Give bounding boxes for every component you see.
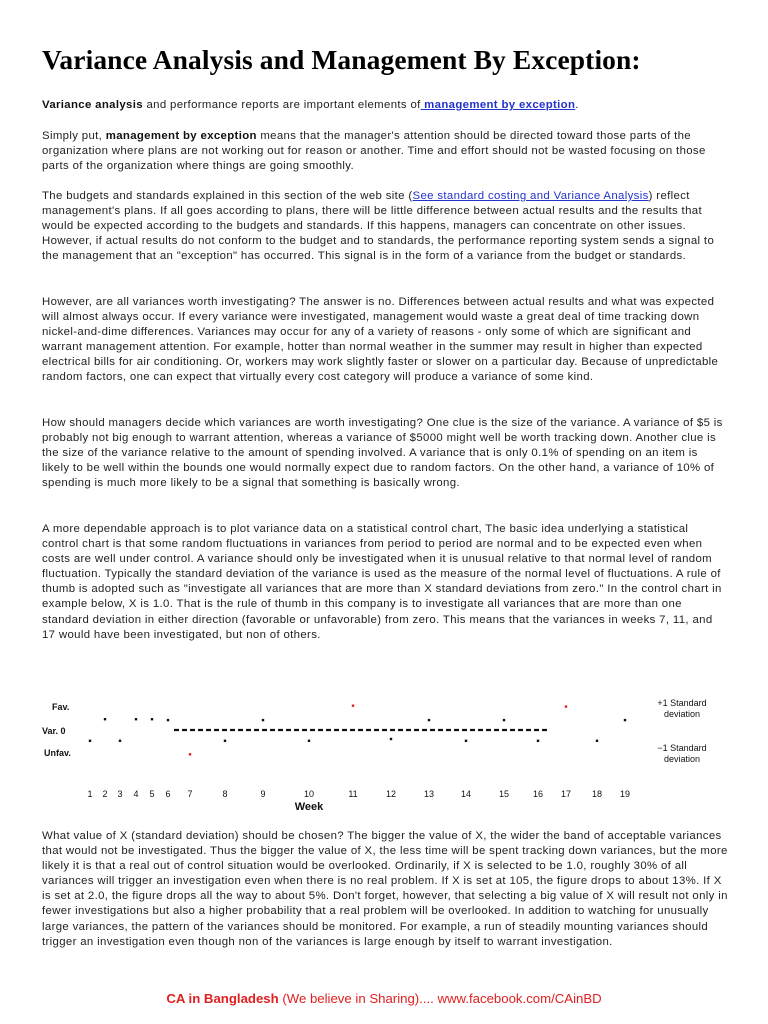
footer-text: (We believe in Sharing).... www.facebook.com/CAinBD	[278, 991, 602, 1006]
data-point-week-10	[308, 740, 310, 742]
tick-label-week-15: 15	[498, 789, 510, 799]
tick-label-week-14: 14	[460, 789, 472, 799]
tick-label-week-11: 11	[348, 789, 358, 799]
data-point-week-1	[89, 740, 91, 742]
worth-investigating-paragraph: However, are all variances worth investigating? The answer is no. Differences between actual results and what was expected will almost always occur. If every variance were investigated, management would waste a great deal of time tracking down nickel-and-dime differences. Variances may occur for any of a variety of reasons - only some of which are significant and warrant management attention. For example, hotter than normal weather in the summer may result in higher than expected electrical bills for air conditioning. Or, workers may work slightly faster or slower on a particular day. Because of unpredictable random factors, one can expect that virtually every cost category will produce a variance of some kind.	[42, 296, 719, 384]
data-point-week-3	[119, 740, 121, 742]
intro-end: .	[575, 99, 579, 111]
data-point-week-11	[352, 705, 354, 707]
data-point-week-9	[262, 719, 264, 721]
page-title: Variance Analysis and Management By Exception:	[42, 44, 641, 75]
intro-bold: Variance analysis	[42, 99, 143, 111]
lower-band-label-1: −1 Standard	[657, 743, 707, 753]
upper-band-label-1: +1 Standard	[657, 698, 707, 708]
data-point-week-14	[465, 740, 467, 742]
data-point-week-19	[624, 719, 626, 721]
data-point-week-18	[596, 740, 598, 742]
intro-paragraph	[42, 98, 728, 113]
data-point-week-4	[135, 718, 137, 720]
tick-label-week-6: 6	[165, 789, 171, 799]
definition-paragraph	[42, 129, 728, 174]
tick-label-week-2: 2	[102, 789, 108, 799]
control-chart	[42, 682, 732, 816]
footer	[0, 991, 768, 1006]
row-label-unfav: Unfav.	[44, 748, 71, 758]
tick-label-week-3: 3	[117, 789, 123, 799]
data-point-week-2	[104, 718, 106, 720]
intro-text: and performance reports are important elements of	[142, 99, 421, 111]
tick-label-week-16: 16	[532, 789, 544, 799]
data-point-week-12	[390, 738, 392, 740]
definition-pre: Simply put,	[42, 130, 106, 142]
tick-label-week-9: 9	[260, 789, 266, 799]
tick-label-week-10: 10	[303, 789, 315, 799]
data-point-week-15	[503, 719, 505, 721]
tick-label-week-5: 5	[149, 789, 155, 799]
definition-text: means that the manager's attention should be directed toward those parts of the organization where plans are not working out for reason or another. Time and effort should not be wasted focusing on those parts of the organization where things are going smoothly.	[42, 130, 706, 173]
tick-label-week-8: 8	[222, 789, 228, 799]
lower-band-label-2: deviation	[663, 754, 701, 764]
footer-brand: CA in Bangladesh	[166, 991, 279, 1006]
choosing-x-paragraph: What value of X (standard deviation) should be chosen? The bigger the value of X, the wider the band of acceptable variances that would not be investigated. Thus the bigger the value of X, the less time will be spent tracking down variances, but the more likely it is that a real out of control situation would be overlooked. Ordinarily, if X is selected to be 1.0, roughly 30% of all variances will trigger an investigation even when there is no real problem. If X is set at 105, the figure drops to about 13%. If X is set at 2.0, the figure drops all the way to about 5%. Don't forget, however, that selecting a big value of X will result not only in fewer investigations but also a higher probability that a real problem will be overlooked. In addition to watching for unusually large variances, the pattern of the variances should be monitored. For example, a run of steadily mounting variances should trigger an investigation even though non of the variances is large enough by itself to warrant investigation.	[42, 830, 728, 948]
tick-label-week-12: 12	[385, 789, 397, 799]
control-chart-svg	[42, 682, 732, 816]
budgets-pre: The budgets and standards explained in this section of the web site (	[42, 190, 413, 202]
upper-band-label-2: deviation	[663, 709, 701, 719]
data-point-week-7	[189, 753, 191, 755]
standard-costing-link[interactable]: See standard costing and Variance Analysis	[412, 190, 649, 202]
tick-label-week-4: 4	[133, 789, 139, 799]
x-axis-label: Week	[294, 801, 324, 813]
row-label-var0: Var. 0	[42, 726, 66, 736]
data-point-week-16	[537, 740, 539, 742]
data-point-week-17	[565, 705, 567, 707]
row-label-fav: Fav.	[52, 702, 70, 712]
data-point-week-8	[224, 740, 226, 742]
tick-label-week-13: 13	[423, 789, 435, 799]
tick-label-week-19: 19	[619, 789, 631, 799]
size-of-variance-paragraph: How should managers decide which variances are worth investigating? One clue is the size of the variance. A variance of $5 is probably not big enough to warrant attention, whereas a variance of $5000 might well be worth tracking down. Another clue is the size of the variance relative to the amount of spending involved. A variance that is only 0.1% of spending on an item is likely to be well within the bounds one would normally expect due to random factors. On the other hand, a variance of 10% of spending is much more likely to be a signal that something is basically wrong.	[42, 417, 723, 490]
management-by-exception-link[interactable]: management by exception	[420, 99, 576, 111]
control-chart-paragraph: A more dependable approach is to plot variance data on a statistical control chart, The basic idea underlying a statistical control chart is that some random fluctuations in variances from period to period are normal and to be expected even when costs are well under control. A variance should only be investigated when it is unusual relative to that normal level of random fluctuation. Typically the standard deviation of the variance is used as the measure of the normal level of fluctuations. A rule of thumb is adopted such as "investigate all variances that are more than X standard deviations from zero." In the control chart in example below, X is 1.0. That is the rule of thumb in this company is to investigate all variances that are more than one standard deviation in either direction (favorable or unfavorable) from zero. This means that the variances in weeks 7, 11, and 17 would have been investigated, but non of others.	[42, 523, 722, 641]
budgets-paragraph	[42, 189, 728, 264]
data-point-week-13	[428, 719, 430, 721]
tick-label-week-18: 18	[591, 789, 603, 799]
tick-label-week-7: 7	[187, 789, 193, 799]
data-point-week-5	[151, 718, 153, 720]
tick-label-week-17: 17	[560, 789, 572, 799]
budgets-text: ) reflect management's plans. If all goes according to plans, there will be little difference between actual results and the results that would be expected according to the budgets and standards. If this happens, managers can concentrate on other issues. However, if actual results do not conform to the budget and to standards, the performance reporting system sends a signal to the management that an "exception" has occurred. This signal is in the form of a variance from the budget or standards.	[42, 190, 715, 263]
data-point-week-6	[167, 719, 169, 721]
definition-bold: management by exception	[105, 130, 257, 142]
tick-label-week-1: 1	[87, 789, 93, 799]
week-tick-labels	[87, 789, 630, 799]
